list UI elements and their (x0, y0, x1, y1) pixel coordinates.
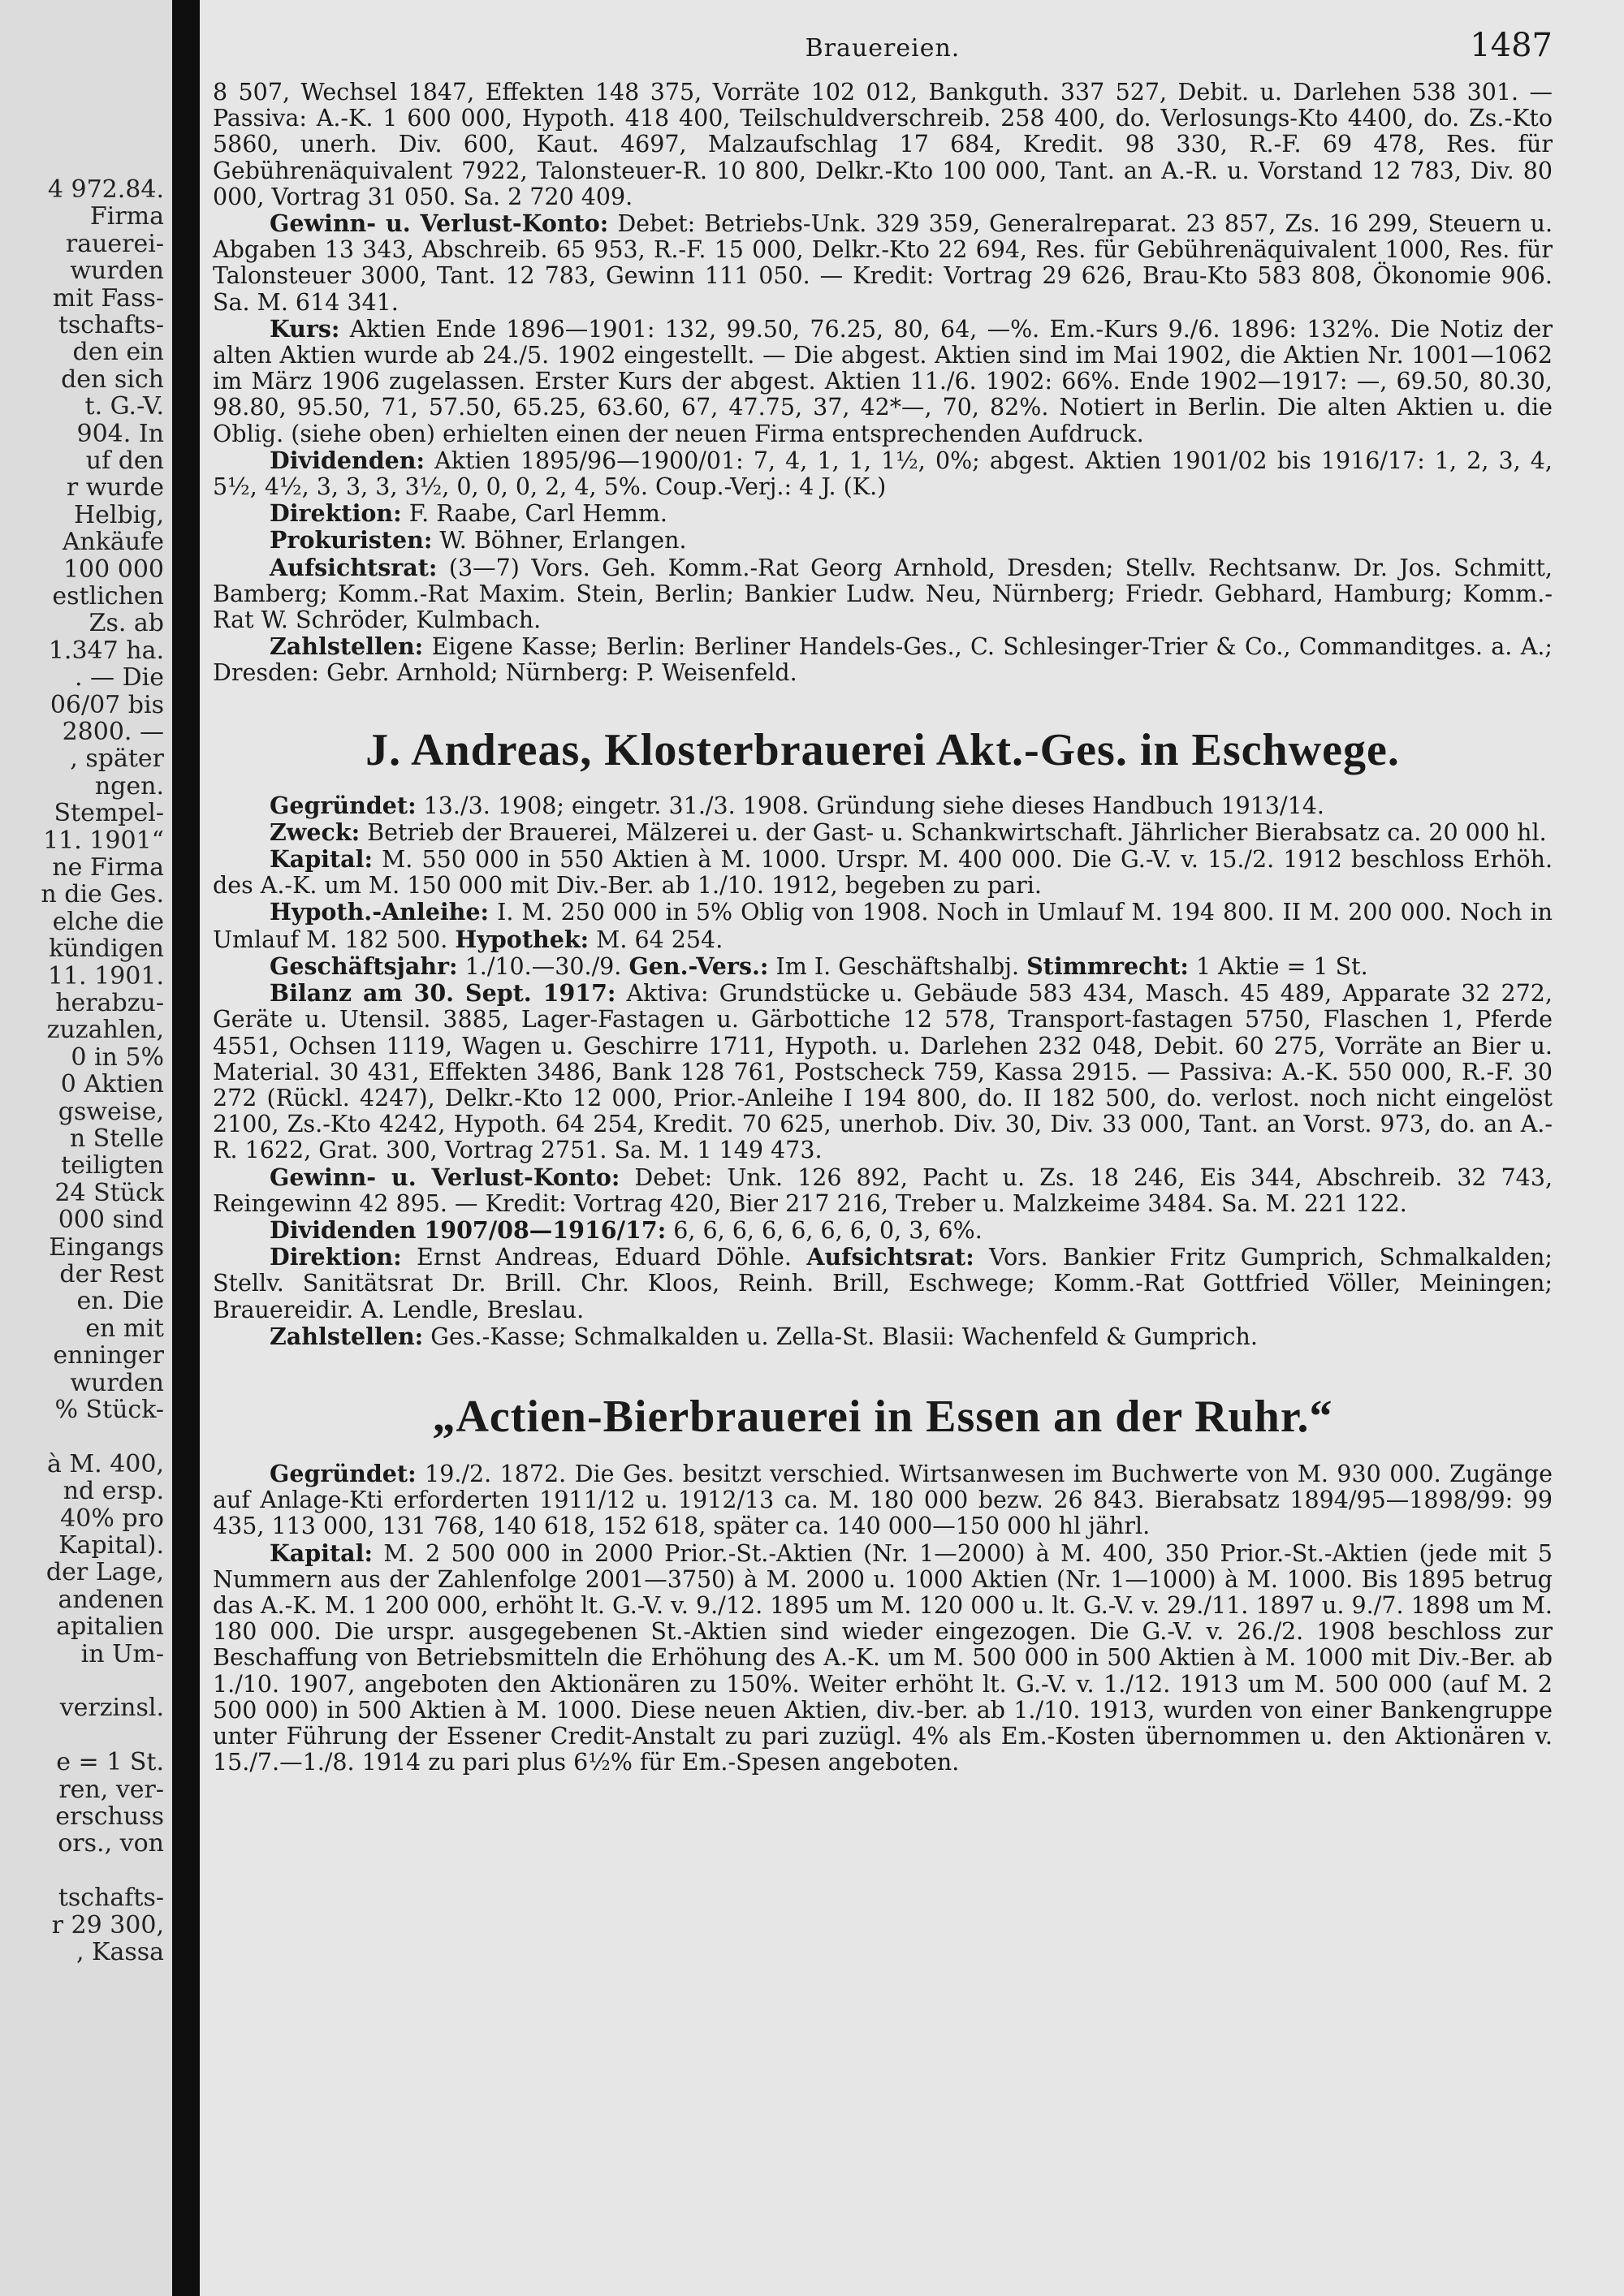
left-edge-fragment: elche die (52, 907, 164, 936)
andreas-zahlstellen: Zahlstellen: Ges.-Kasse; Schmalkalden u. Zella-St. Blasii: Wachenfeld & Gumprich. (270, 1322, 1258, 1350)
left-edge-fragment: in Um- (80, 1639, 164, 1668)
left-edge-fragment: herabzu- (55, 989, 164, 1017)
left-edge-fragment: 2800. — (62, 718, 164, 746)
left-edge-fragment: ne Firma (52, 853, 164, 882)
left-edge-fragment: 11. 1901“ (43, 826, 164, 855)
left-edge-fragment: 4 972.84. (47, 175, 164, 204)
left-edge-fragment: kündigen (49, 934, 164, 964)
left-edge-fragment: wurden (70, 1368, 164, 1397)
left-edge-fragment: à M. 400, (46, 1449, 164, 1478)
essen-gegruendet: Gegründet: 19./2. 1872. Die Ges. besitzt verschied. Wirtsanwesen im Buchwerte von M. 930 000. Zugänge auf Anlage-Kti erforderten 1911/12 u. 1912/13 ca. M. 180 000 bezw. 26 843. Bierabsatz 1894/95—1898/99: 99 435, 113 000, 131 768, 140 618, 152 618, später ca. 140 000—150 000 hl jährl. (213, 1459, 1553, 1540)
company-title-andreas: J. Andreas, Klosterbrauerei Akt.-Ges. in Eschwege. (365, 724, 1400, 775)
left-page-edge (0, 0, 172, 2296)
left-edge-fragment: den ein (72, 338, 164, 367)
continuation-bilanz: 8 507, Wechsel 1847, Effekten 148 375, Vorräte 102 012, Bankguth. 337 527, Debit. u. Darlehen 538 301. — Passiva: A.-K. 1 600 000, Hypoth. 418 400, Teilschuldverschreib. 258 400, do. Verlosungs-Kto 4400, do. Zs.-Kto 5860, unerh. Div. 600, Kaut. 4697, Malzaufschlag 17 684, Kredit. 98 330, R.-F. 69 478, Res. für Gebührenäquivalent 7922, Talonsteuer-R. 10 800, Delkr.-Kto 100 000, Tant. an A.-R. u. Vorstand 12 783, Div. 80 000, Vortrag 31 050. Sa. 2 720 409. (213, 79, 1553, 210)
left-edge-fragment: Ankäufe (62, 528, 164, 557)
page-gutter (172, 0, 200, 2296)
andreas-zweck: Zweck: Betrieb der Brauerei, Mälzerei u. der Gast- u. Schankwirtschaft. Jährlicher Bierabsatz ca. 20 000 hl. (270, 818, 1547, 846)
left-edge-fragment: ren, ver- (58, 1775, 164, 1804)
left-edge-fragment: 06/07 bis (50, 690, 164, 719)
essen-kapital: Kapital: M. 2 500 000 in 2000 Prior.-St.-Aktien (Nr. 1—2000) à M. 400, 350 Prior.-St.-Aktien (jede mit 5 Nummern aus der Zahlenfolge 2001—3750) à M. 2000 u. 1000 Aktien (Nr. 1—1000) à M. 1000. Bis 1895 betrug das A.-K. M. 1 200 000, erhöht lt. G.-V. v. 9./12. 1895 um M. 120 000 u. lt. G.-V. v. 29./11. 1897 u. 9./7. 1898 um M. 180 000. Die urspr. ausgegebenen St.-Aktien sind wieder eingezogen. Die G.-V. v. 26./2. 1908 beschloss zur Beschaffung von Betriebsmitteln die Erhöhung des A.-K. um M. 500 000 in 500 Aktien à M. 1000 mit Div.-Ber. ab 1./10. 1907, angeboten den Aktionären zu 150%. Weiter erhöht lt. G.-V. v. 1./12. 1913 um M. 500 000 (auf M. 2 500 000) in 500 Aktien à M. 1000. Diese neuen Aktien, div.-ber. ab 1./10. 1913, wurden von einer Bankengruppe unter Führung der Essener Credit-Anstalt zu pari zuzügl. 4% als Em.-Kosten übernommen u. den Aktionären v. 15./7.—1./8. 1914 zu pari plus 6½% für Em.-Spesen angeboten. (213, 1539, 1553, 1776)
left-edge-fragment: t. G.-V. (84, 392, 164, 421)
left-edge-fragment: n die Ges. (41, 880, 164, 909)
left-edge-fragment: mit Fass- (52, 283, 164, 313)
andreas-dividenden: Dividenden 1907/08—1916/17: 6, 6, 6, 6, 6, 6, 6, 0, 3, 6%. (270, 1215, 983, 1244)
andreas-gegruendet: Gegründet: 13./3. 1908; eingetr. 31./3. 1908. Gründung siehe dieses Handbuch 1913/14. (270, 791, 1324, 819)
continuation-aufsichtsrat: Aufsichtsrat: (3—7) Vors. Geh. Komm.-Rat Georg Arnhold, Dresden; Stellv. Rechtsanw. Dr. Jos. Schmitt, Bamberg; Komm.-Rat Maxim. Stein, Berlin; Bankier Ludw. Neu, Nürnberg; Friedr. Gebhard, Hamburg; Komm.-Rat W. Schröder, Kulmbach. (213, 553, 1553, 634)
left-edge-fragment: tschafts- (58, 311, 164, 339)
left-edge-fragment: andenen (58, 1585, 164, 1614)
left-edge-fragment: verzinsl. (59, 1694, 164, 1723)
continuation-zahlstellen: Zahlstellen: Eigene Kasse; Berlin: Berliner Handels-Ges., C. Schlesinger-Trier & Co., Commanditges. a. A.; Dresden: Gebr. Arnhold; Nürnberg: P. Weisenfeld. (213, 632, 1553, 687)
left-edge-fragment: 904. In (76, 419, 164, 448)
andreas-hypoth-anleihe: Hypoth.-Anleihe: I. M. 250 000 in 5% Oblig von 1908. Noch in Umlauf M. 194 800. II M. 200 000. Noch in Umlauf M. 182 500. Hypothek: M. 64 254. (213, 898, 1553, 953)
left-edge-fragment: nd ersp. (63, 1477, 164, 1506)
left-edge-fragment: wurden (70, 257, 164, 286)
left-edge-fragment: ngen. (94, 771, 164, 801)
page-header (213, 27, 1553, 80)
left-edge-fragment: en mit (85, 1314, 164, 1343)
left-edge-fragment: e = 1 St. (56, 1748, 164, 1777)
continuation-direktion: Direktion: F. Raabe, Carl Hemm. (270, 499, 667, 528)
left-edge-fragment: ors., von (58, 1829, 164, 1858)
left-edge-fragment: Firma (89, 202, 164, 231)
left-edge-fragment: Helbig, (73, 500, 164, 529)
andreas-direktion: Direktion: Ernst Andreas, Eduard Döhle. Aufsichtsrat: Vors. Bankier Fritz Gumprich, Schmalkalden; Stellv. Sanitätsrat Dr. Brill. Chr. Kloos, Reinh. Brill, Eschwege; Komm.-Rat Gottfried Völler, Meiningen; Brauereidir. A. Lendle, Breslau. (213, 1243, 1553, 1323)
left-edge-fragment: % Stück- (54, 1396, 164, 1424)
left-edge-fragment: n Stelle (69, 1124, 164, 1153)
left-edge-fragment: tschafts- (58, 1884, 164, 1913)
andreas-guv: Gewinn- u. Verlust-Konto: Debet: Unk. 126 892, Pacht u. Zs. 18 246, Eis 344, Abschreib. 32 743, Reingewinn 42 895. — Kredit: Vortrag 420, Bier 217 216, Treber u. Malzkeime 3484. Sa. M. 221 122. (213, 1163, 1553, 1217)
left-edge-fragment: Kapital). (58, 1531, 164, 1560)
left-edge-fragment: 0 in 5% (71, 1042, 164, 1072)
left-edge-fragment: Eingangs (49, 1232, 164, 1262)
left-edge-fragment: erschuss (55, 1802, 164, 1831)
left-edge-fragment: en. Die (76, 1287, 164, 1316)
left-edge-fragment: 100 000 (63, 555, 164, 584)
left-edge-fragment: 11. 1901. (47, 961, 164, 990)
left-edge-fragment: , Kassa (76, 1938, 164, 1966)
continuation-prokuristen: Prokuristen: W. Böhner, Erlangen. (270, 526, 687, 555)
left-edge-fragment: , später (70, 744, 164, 774)
left-edge-fragment: gsweise, (58, 1097, 164, 1126)
left-edge-fragment: . — Die (74, 663, 164, 693)
left-edge-fragment: rauerei- (65, 229, 164, 258)
page-number: 1487 (1470, 27, 1553, 64)
left-edge-fragment: r 29 300, (51, 1910, 164, 1940)
left-edge-fragment: 1.347 ha. (48, 636, 164, 665)
left-edge-fragment: 000 sind (58, 1206, 164, 1235)
left-edge-fragment: der Lage, (45, 1558, 164, 1587)
left-edge-fragment: r wurde (66, 473, 164, 503)
left-edge-fragment: estlichen (52, 582, 164, 611)
left-edge-fragment: Stempel- (54, 799, 164, 828)
left-edge-fragment: zuzahlen, (46, 1016, 164, 1045)
left-edge-fragment: Zs. ab (89, 609, 164, 638)
company-title-essen: „Actien-Bierbrauerei in Essen an der Ruhr.“ (432, 1391, 1333, 1442)
continuation-dividenden: Dividenden: Aktien 1895/96—1900/01: 7, 4, 1, 1, 1½, 0%; abgest. Aktien 1901/02 bis 1916/17: 1, 2, 3, 4, 5½, 4½, 3, 3, 3, 3½, 0, 0, 0, 2, 4, 5%. Coup.-Verj.: 4 J. (K.) (213, 446, 1553, 501)
continuation-guv: Gewinn- u. Verlust-Konto: Debet: Betriebs-Unk. 329 359, Generalreparat. 23 857, Zs. 16 299, Steuern u. Abgaben 13 343, Abschreib. 65 953, R.-F. 15 000, Delkr.-Kto 22 694, Res. für Gebührenäquivalent 1000, Res. für Talonsteuer 3000, Tant. 12 783, Gewinn 111 050. — Kredit: Vortrag 29 626, Brau-Kto 583 808, Ökonomie 906. Sa. M. 614 341. (213, 209, 1553, 316)
left-edge-fragment: 40% pro (60, 1504, 164, 1533)
andreas-geschaeftsjahr: Geschäftsjahr: 1./10.—30./9. Gen.-Vers.: Im I. Geschäftshalbj. Stimmrecht: 1 Aktie = 1 St. (270, 952, 1368, 980)
continuation-kurs: Kurs: Aktien Ende 1896—1901: 132, 99.50, 76.25, 80, 64, —%. Em.-Kurs 9./6. 1896: 132%. Die Notiz der alten Aktien wurde ab 24./5. 1902 eingestellt. — Die abgest. Aktien sind im Mai 1902, die Aktien Nr. 1001—1062 im März 1906 zugelassen. Erster Kurs der abgest. Aktien 11./6. 1902: 66%. Ende 1902—1917: —, 69.50, 80.30, 98.80, 95.50, 71, 57.50, 65.25, 63.60, 67, 47.75, 37, 42*—, 70, 82%. Notiert in Berlin. Die alten Aktien u. die Oblig. (siehe oben) erhielten einen der neuen Firma entsprechenden Aufdruck. (213, 314, 1553, 447)
left-edge-fragment: 0 Aktien (60, 1070, 164, 1099)
page (213, 27, 1553, 1776)
left-edge-fragment: 24 Stück (54, 1178, 164, 1207)
left-edge-fragment: uf den (85, 447, 164, 475)
andreas-bilanz: Bilanz am 30. Sept. 1917: Aktiva: Grundstücke u. Gebäude 583 434, Masch. 45 489, Apparate 32 272, Geräte u. Utensil. 3885, Lager-Fastagen u. Gärbottiche 12 578, Transport-fastagen 5750, Flaschen 1, Pferde 4551, Ochsen 1119, Wagen u. Geschirre 1711, Hypoth. u. Darlehen 232 048, Debit. 60 275, Vorräte an Bier u. Material. 30 431, Effekten 3486, Bank 128 761, Postscheck 759, Kassa 2915. — Passiva: A.-K. 550 000, R.-F. 30 272 (Rückl. 4247), Delkr.-Kto 12 000, Prior.-Anleihe I 194 800, do. II 182 500, do. verlost. noch nicht eingelöst 2100, Zs.-Kto 4242, Hypoth. 64 254, Kredit. 70 625, unerhob. Div. 30, Div. 33 000, Tant. an Vorst. 973, do. an A.-R. 1622, Grat. 300, Vortrag 2751. Sa. M. 1 149 473. (213, 979, 1553, 1164)
running-head: Brauereien. (805, 34, 961, 63)
andreas-kapital: Kapital: M. 550 000 in 550 Aktien à M. 1000. Urspr. M. 400 000. Die G.-V. v. 15./2. 1912 beschloss Erhöh. des A.-K. um M. 150 000 mit Div.-Ber. ab 1./10. 1912, begeben zu pari. (213, 845, 1553, 900)
left-edge-fragment: der Rest (59, 1260, 164, 1288)
left-edge-fragment: den sich (61, 365, 164, 394)
left-edge-fragment: enninger (53, 1341, 164, 1370)
left-edge-fragment: teiligten (61, 1151, 164, 1180)
left-edge-fragment: apitalien (56, 1612, 164, 1642)
